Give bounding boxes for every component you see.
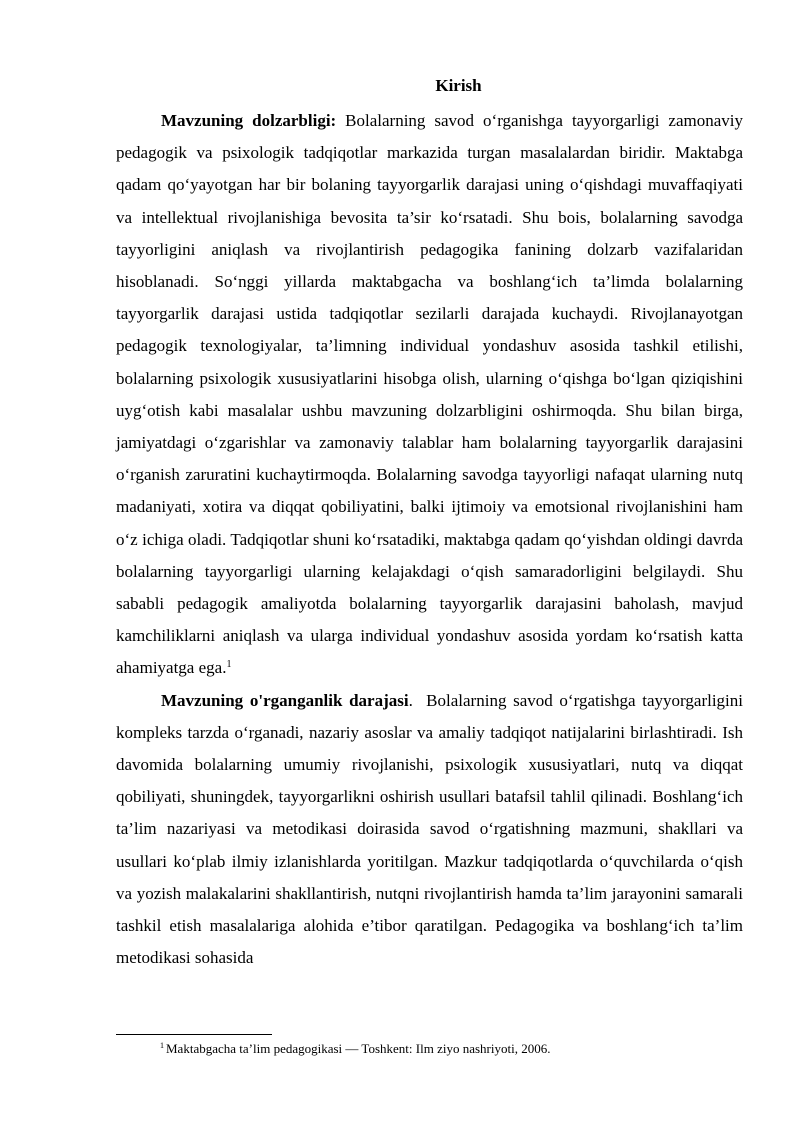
paragraph-heading-study-level: Mavzuning o'rganganlik darajasi bbox=[161, 690, 409, 710]
footnote-divider bbox=[116, 1034, 272, 1035]
footnote bbox=[160, 1041, 550, 1056]
footnote-reference[interactable]: 1 bbox=[226, 659, 232, 671]
heading-punctuation: . bbox=[408, 690, 413, 710]
footnote-number: 1 bbox=[160, 1041, 164, 1050]
paragraph-study-level bbox=[116, 685, 748, 975]
paragraph-relevance bbox=[116, 105, 743, 685]
page-title: Kirish bbox=[435, 76, 482, 95]
paragraph-body-relevance: Bolalarning savod o‘rganishga tayyorgarligi zamonaviy pedagogik va psixologik tadqiqotlar markazida turgan masalalardan biridir. Maktabga qadam qo‘yayotgan har bir bolaning tayyorgarlik darajasi uning o‘qishdagi muvaffaqiyati va intellektual rivojlanishiga bevosita ta’sir ko‘rsatadi. Shu bois, bolalarning savodga tayyorligini aniqlash va rivojlantirish pedagogika fanining dolzarb vazifalaridan hisoblanadi. So‘nggi yillarda maktabgacha va boshlang‘ich ta’limda bolalarning tayyorgarlik darajasi ustida tadqiqotlar sezilarli darajada kuchaydi. Rivojlanayotgan pedagogik texnologiyalar, ta’limning individual yondashuv asosida tashkil etilishi, bolalarning psixologik xususiyatlarini hisobga olish, ularning o‘qishga bo‘lgan qiziqishini uyg‘otish kabi masalalar ushbu mavzuning dolzarbligini oshirmoqda. Shu bilan birga, jamiyatdagi o‘zgarishlar va zamonaviy talablar ham bolalarning tayyorgarlik darajasini o‘rganish zaruratini kuchaytirmoqda. Bolalarning savodga tayyorligi nafaqat ularning nutq madaniyati, xotira va diqqat qobiliyatini, balki ijtimoiy va emotsional rivojlanishini ham o‘z ichiga oladi. Tadqiqotlar shuni ko‘rsatadiki, maktabga qadam qo‘yishdan oldingi davrda bolalarning tayyorgarligi ularning kelajakdagi o‘qish samaradorligini belgilaydi. Shu sababli pedagogik amaliyotda bolalarning tayyorgarlik darajasini baholash, mavjud kamchiliklarni aniqlash va ularga individual yondashuv asosida yordam ko‘rsatish katta ahamiyatga ega. bbox=[116, 111, 743, 678]
footnote-text: Maktabgacha ta’lim pedagogikasi — Toshkent: Ilm ziyo nashriyoti, 2006. bbox=[166, 1041, 551, 1056]
paragraph-body-study-level: Bolalarning savod o‘rgatishga tayyorgarligini kompleks tarzda o‘rganadi, nazariy asoslar va amaliy tadqiqot natijalarini birlashtiradi. Ish davomida bolalarning umumiy rivojlanishi, psixologik xususiyatlari, nutq va diqqat qobiliyati, shuningdek, tayyorgarlikni oshirish usullari batafsil tahlil qilinadi. Boshlang‘ich ta’lim nazariyasi va metodikasi doirasida savod o‘rgatishning mazmuni, shakllari va usullari ko‘plab ilmiy izlanishlarda yoritilgan. Mazkur tadqiqotlarda o‘quvchilarda o‘qish va yozish malakalarini shakllantirish, nutqni rivojlantirish hamda ta’lim jarayonini samarali tashkil etish masalalariga alohida e’tibor qaratilgan. Pedagogika va boshlang‘ich ta’lim metodikasi sohasida bbox=[116, 690, 748, 968]
paragraph-heading-relevance: Mavzuning dolzarbligi: bbox=[161, 111, 337, 130]
